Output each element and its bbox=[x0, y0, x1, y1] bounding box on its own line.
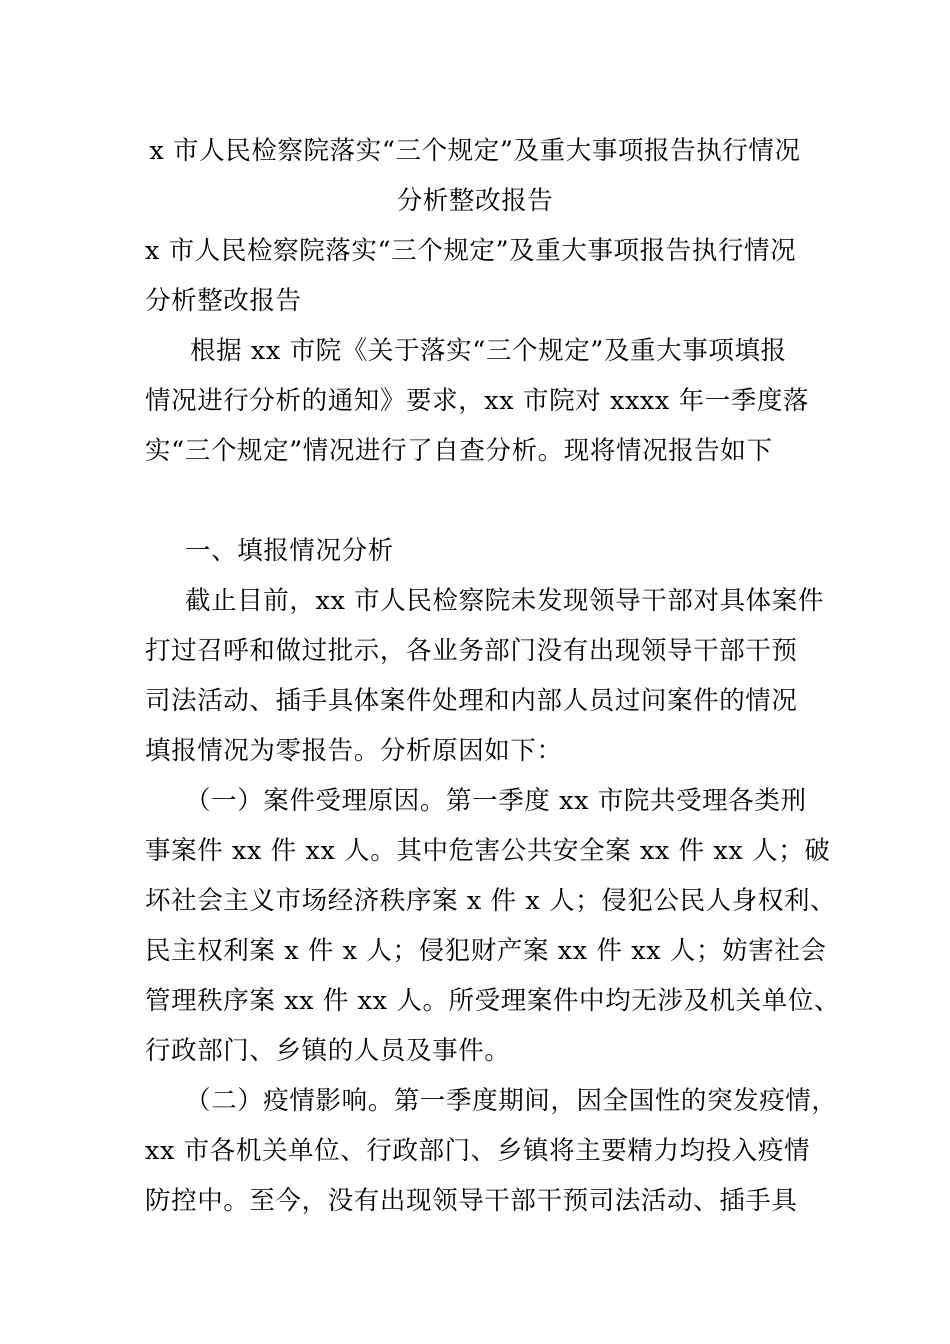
item-line: 民主权利案 x 件 x 人；侵犯财产案 xx 件 xx 人；妨害社会 bbox=[145, 936, 827, 966]
item-line: xx 市各机关单位、行政部门、乡镇将主要精力均投入疫情 bbox=[145, 1136, 811, 1166]
item-line: 行政部门、乡镇的人员及事件。 bbox=[145, 1036, 511, 1066]
item-line: （一）案件受理原因。第一季度 xx 市院共受理各类刑 bbox=[185, 786, 807, 816]
document-title-line-2: 分析整改报告 bbox=[396, 186, 554, 216]
intro-line: 根据 xx 市院《关于落实“三个规定”及重大事项填报 bbox=[190, 336, 787, 366]
item-line: 管理秩序案 xx 件 xx 人。所受理案件中均无涉及机关单位、 bbox=[145, 986, 841, 1016]
paragraph-line: 截止目前，xx 市人民检察院未发现领导干部对具体案件 bbox=[185, 586, 824, 616]
document-title-line-1: x 市人民检察院落实“三个规定”及重大事项报告执行情况 bbox=[149, 136, 801, 166]
paragraph-line: 填报情况为零报告。分析原因如下： bbox=[145, 736, 563, 766]
item-line: 事案件 xx 件 xx 人。其中危害公共安全案 xx 件 xx 人；破 bbox=[145, 836, 831, 866]
item-line: 防控中。至今，没有出现领导干部干预司法活动、插手具 bbox=[145, 1186, 798, 1216]
paragraph-line: 打过召呼和做过批示，各业务部门没有出现领导干部干预 bbox=[145, 636, 798, 666]
item-line: 坏社会主义市场经济秩序案 x 件 x 人；侵犯公民人身权利、 bbox=[145, 886, 837, 916]
item-line: （二）疫情影响。第一季度期间，因全国性的突发疫情， bbox=[185, 1086, 838, 1116]
intro-line: 情况进行分析的通知》要求，xx 市院对 xxxx 年一季度落 bbox=[145, 386, 810, 416]
intro-line: 实“三个规定”情况进行了自查分析。现将情况报告如下 bbox=[145, 436, 773, 466]
paragraph-line: 司法活动、插手具体案件处理和内部人员过问案件的情况 bbox=[145, 686, 798, 716]
section-heading: 一、填报情况分析 bbox=[185, 536, 394, 566]
subtitle-line-1: x 市人民检察院落实“三个规定”及重大事项报告执行情况 bbox=[145, 236, 797, 266]
subtitle-line-2: 分析整改报告 bbox=[145, 286, 302, 316]
